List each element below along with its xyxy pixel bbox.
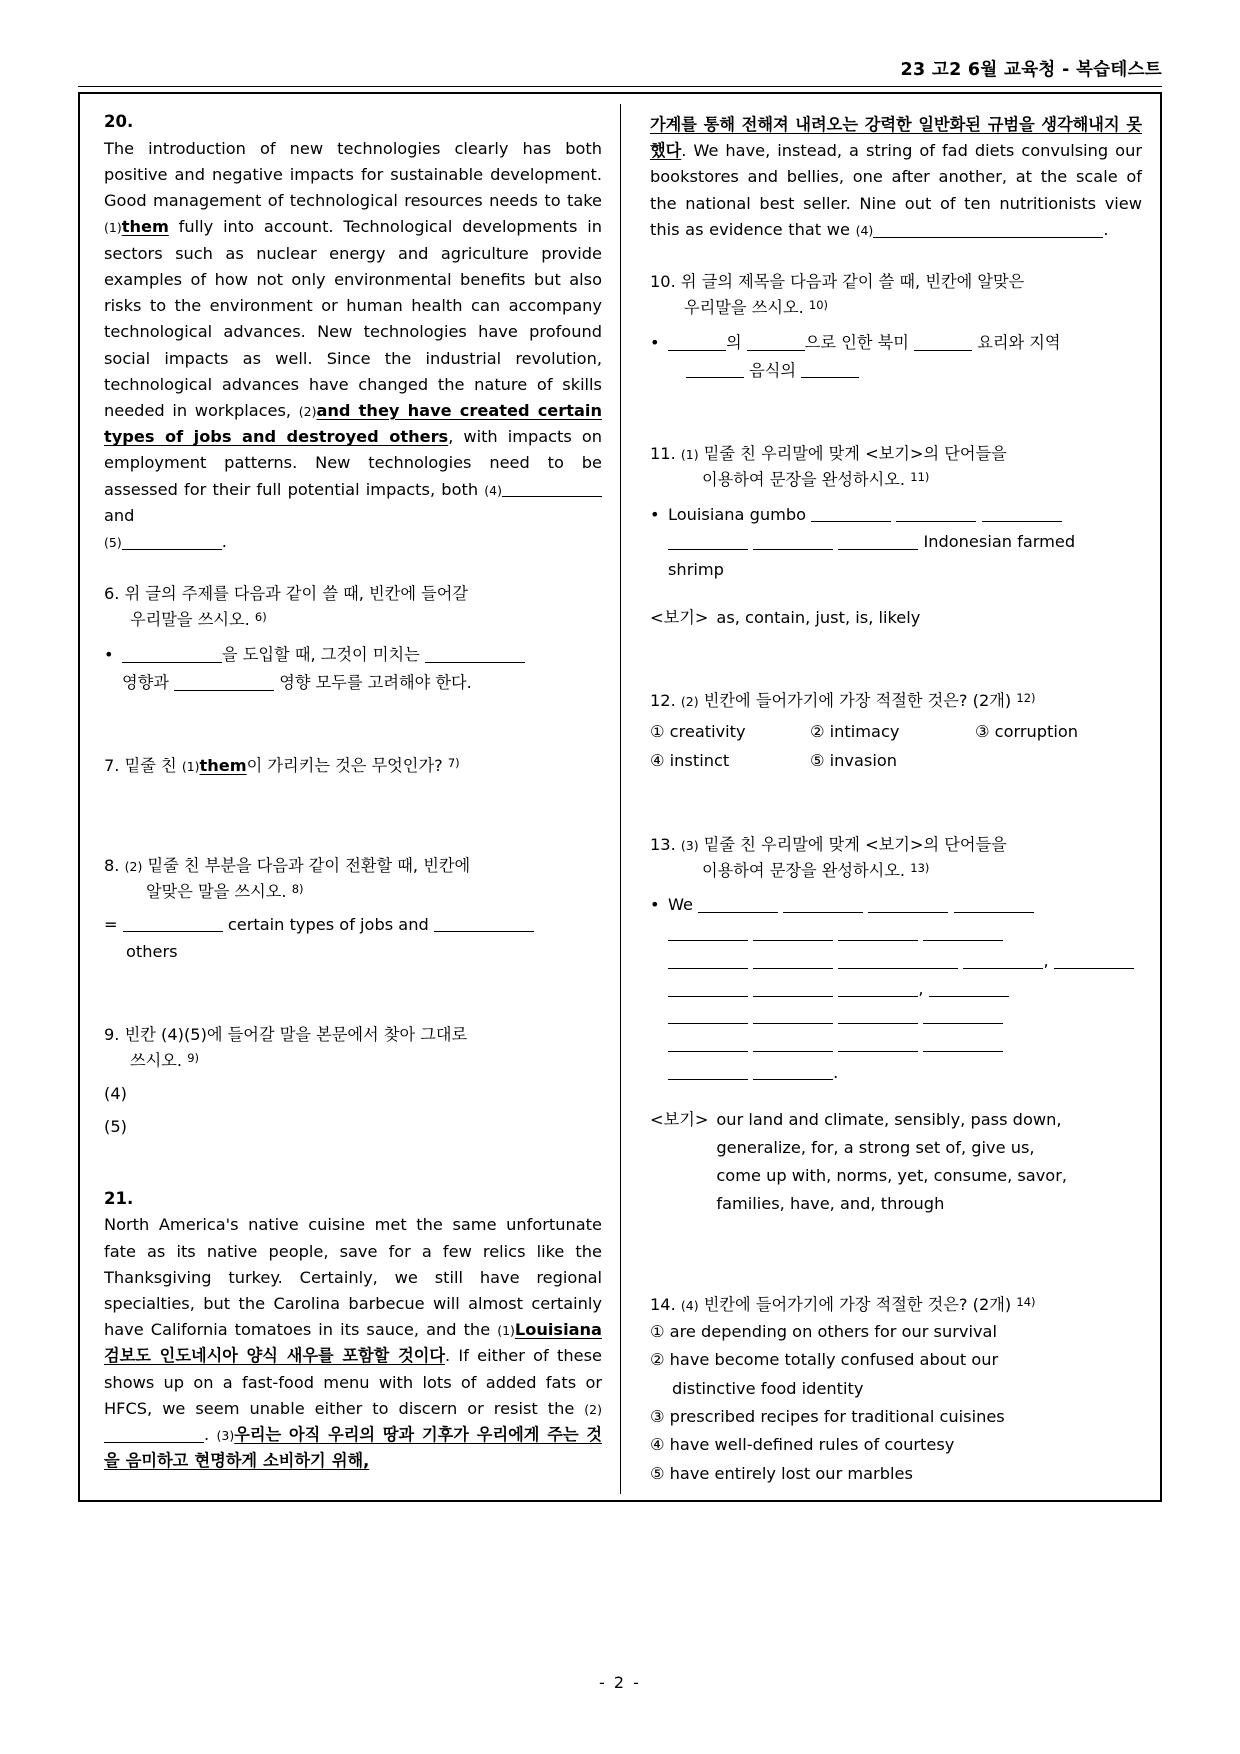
question-13-blank-11[interactable]	[838, 952, 958, 969]
question-13-bogi-box	[650, 1106, 1142, 1217]
passage-21-blank-2[interactable]	[104, 1426, 204, 1443]
question-13-blank-19[interactable]	[753, 1007, 833, 1024]
spacer-after-q10	[650, 385, 1142, 415]
passage-21-part1: North America's native cuisine met the same unfortunate fate as its native people, save for a few relics like the Thanksgiving turkey. Certainly, we still have regional specialties, but the Carolina barbecue will almost certainly have California tomatoes in its sauce, and the	[104, 1215, 602, 1340]
question-11-line2-wrap	[650, 467, 1142, 493]
option-number: ⑤	[810, 750, 825, 770]
question-14-option-1[interactable]	[650, 1318, 1142, 1346]
option-number: ④	[650, 750, 665, 770]
question-7-underline: them	[199, 755, 247, 775]
question-10-line2: 우리말을 쓰시오.	[684, 298, 804, 318]
question-13-number: 13.	[650, 834, 676, 854]
question-12-options	[650, 718, 1142, 776]
question-6-line2: 우리말을 쓰시오.	[130, 610, 250, 630]
question-8	[104, 853, 602, 966]
spacer-after-q7	[104, 779, 602, 827]
question-11-blank-5[interactable]	[753, 533, 833, 550]
option-label: intimacy	[829, 721, 900, 741]
option-label: instinct	[669, 750, 730, 770]
question-12-option-5[interactable]	[810, 747, 975, 776]
question-13-blank-15[interactable]	[753, 979, 833, 996]
option-label-line2: distinctive food identity	[672, 1378, 864, 1398]
passage-21-text	[104, 1212, 602, 1474]
question-13-blank-21[interactable]	[923, 1007, 1003, 1024]
question-14-prompt	[650, 1292, 1142, 1318]
question-10-answer-d: 음식의	[744, 360, 802, 380]
question-10-answer-bullet	[650, 329, 1142, 385]
passage-20-marker-4: (4)	[484, 482, 502, 498]
question-11-footnote: 11)	[910, 469, 930, 484]
question-14	[650, 1292, 1142, 1488]
question-13-line2-wrap	[650, 858, 1142, 884]
question-11-bogi-label: <보기>	[650, 608, 709, 628]
passage-20-part1: The introduction of new technologies clearly has both positive and negative impacts for sustainable development. Good management of technological resources needs to take	[104, 138, 602, 211]
question-10-answer-b: 으로 인한 북미	[804, 333, 915, 353]
question-6-answer-c: 영향 모두를 고려해야 한다.	[274, 673, 472, 693]
question-8-answer	[104, 911, 602, 966]
question-7-footnote: 7)	[447, 755, 460, 770]
question-6-number: 6.	[104, 584, 120, 604]
question-13-blank-3[interactable]	[868, 896, 948, 913]
question-9-line2: 쓰시오.	[130, 1050, 183, 1070]
passage-21-underline-1: Louisiana 검보도 인도네시아 양식 새우를 포함할 것이다	[104, 1320, 602, 1366]
question-7-text-b: 이 가리키는 것은 무엇인가?	[246, 755, 443, 775]
question-14-number: 14.	[650, 1294, 676, 1314]
question-12-prompt	[650, 688, 1142, 714]
passage-21-marker-1: (1)	[497, 1322, 515, 1338]
question-10-blank-5[interactable]	[801, 361, 859, 378]
passage-20-underline-2: and they have created certain types of jobs and destroyed others	[104, 400, 602, 447]
question-6-prompt	[104, 581, 602, 607]
question-13-blank-20[interactable]	[838, 1007, 918, 1024]
passage-20-blank-5[interactable]	[122, 533, 222, 550]
question-13-blank-6[interactable]	[753, 924, 833, 941]
question-7-marker: (1)	[181, 758, 200, 774]
question-12	[650, 688, 1142, 776]
question-13-line2: 이용하여 문장을 완성하시오.	[702, 860, 906, 880]
question-8-line2-wrap	[104, 879, 602, 905]
question-13-blank-4[interactable]	[954, 896, 1034, 913]
question-9	[104, 1022, 602, 1141]
passage-20-marker-1: (1)	[104, 220, 122, 236]
passage-21-part2: . If either of these shows up on a fast-food menu with lots of added fats or HFCS, we seem unable either to discern or resist the	[104, 1346, 602, 1418]
question-10-blank-2[interactable]	[747, 333, 805, 350]
passage-20-number: 20.	[104, 112, 134, 131]
question-13-blank-2[interactable]	[783, 896, 863, 913]
spacer-after-q8	[104, 966, 602, 996]
question-11-bogi-box	[650, 604, 1142, 632]
question-11-blank-2[interactable]	[896, 505, 976, 522]
question-13-bogi-line3: come up with, norms, yet, consume, savor,	[716, 1166, 1068, 1186]
question-9-footnote: 9)	[187, 1050, 200, 1065]
question-13-blank-24[interactable]	[838, 1035, 918, 1052]
spacer-before-passage-21	[104, 1141, 602, 1189]
question-14-footnote: 14)	[1016, 1294, 1036, 1309]
question-10-footnote: 10)	[808, 298, 829, 313]
spacer-after-q13	[650, 1218, 1142, 1266]
question-10-blank-4[interactable]	[686, 361, 744, 378]
question-13-bogi-words	[716, 1106, 1067, 1217]
question-11-bogi-words: as, contain, just, is, likely	[716, 608, 921, 628]
passage-21-cont-marker-4: (4)	[855, 222, 874, 238]
question-14-text: 빈칸에 들어가기에 가장 적절한 것은? (2개)	[698, 1294, 1012, 1314]
option-number: ②	[810, 721, 825, 741]
question-9-slot-4[interactable]: (4)	[104, 1083, 127, 1103]
question-11-blank-3[interactable]	[982, 505, 1062, 522]
question-13-blank-8[interactable]	[923, 924, 1003, 941]
question-7-prompt	[104, 753, 602, 779]
question-10-answer-c: 요리와 지역	[972, 333, 1061, 353]
option-label: prescribed recipes for traditional cuisines	[669, 1406, 1005, 1426]
question-11-line2: 이용하여 문장을 완성하시오.	[702, 469, 906, 489]
question-9-slot-5[interactable]: (5)	[104, 1117, 127, 1137]
two-column-body	[78, 100, 1162, 1500]
question-11-answer-prefix: Louisiana gumbo	[668, 504, 807, 524]
bullet-dot-icon: •	[650, 504, 660, 524]
question-8-number: 8.	[104, 855, 120, 875]
question-6-answer-bullet	[104, 641, 602, 697]
option-number: ④	[650, 1435, 665, 1455]
question-8-answer-mid: certain types of jobs and	[222, 914, 434, 934]
question-8-blank-1[interactable]	[123, 915, 223, 932]
passage-21-cont-blank-4[interactable]	[873, 220, 1103, 237]
question-10-line1: 위 글의 제목을 다음과 같이 쓸 때, 빈칸에 알맞은	[680, 272, 1025, 292]
passage-21-continuation	[650, 112, 1142, 243]
spacer-after-q11	[650, 632, 1142, 662]
option-number: ①	[650, 721, 665, 741]
question-6-footnote: 6)	[254, 610, 267, 625]
question-13-bogi-line4: families, have, and, through	[716, 1194, 945, 1214]
question-13	[650, 832, 1142, 1218]
question-13-blank-22[interactable]	[668, 1035, 748, 1052]
question-10-blank-3[interactable]	[914, 333, 972, 350]
question-11-blank-6[interactable]	[838, 533, 918, 550]
passage-20-marker-2: (2)	[298, 403, 317, 419]
question-10-blank-1[interactable]	[668, 333, 726, 350]
question-6-answer-a: 을 도입할 때, 그것이 미치는	[222, 645, 425, 665]
question-11	[650, 441, 1142, 632]
bullet-dot-icon: •	[104, 645, 114, 665]
question-9-prompt	[104, 1022, 602, 1048]
question-6-answer-b: 영향과	[122, 673, 175, 693]
option-label: are depending on others for our survival	[669, 1321, 997, 1341]
option-number: ③	[650, 1406, 665, 1426]
spacer-after-q12	[650, 776, 1142, 806]
question-13-blank-18[interactable]	[668, 1007, 748, 1024]
passage-20-text	[104, 136, 602, 556]
question-13-line1: 밑줄 친 우리말에 맞게 <보기>의 단어들을	[698, 834, 1007, 854]
passage-21-marker-2: (2)	[584, 1401, 602, 1417]
question-13-blank-10[interactable]	[753, 952, 833, 969]
passage-20-part5: .	[221, 532, 227, 552]
question-13-blank-1[interactable]	[698, 896, 778, 913]
passage-21-number: 21.	[104, 1188, 134, 1208]
question-8-footnote: 8)	[291, 881, 304, 896]
question-12-option-row-1	[650, 718, 1142, 747]
question-11-answer-bullet	[650, 501, 1142, 585]
question-13-blank-16[interactable]	[838, 979, 918, 996]
question-8-answer-line2: others	[126, 942, 178, 962]
page-header-title: 23 고2 6월 교육청 - 복습테스트	[900, 60, 1162, 80]
option-label: have entirely lost our marbles	[669, 1463, 913, 1483]
option-number: ③	[975, 721, 990, 741]
question-12-text: 빈칸에 들어가기에 가장 적절한 것은? (2개)	[698, 691, 1012, 711]
option-label: have well-defined rules of courtesy	[669, 1435, 955, 1455]
question-12-option-row-2	[650, 747, 1142, 776]
question-11-number: 11.	[650, 443, 676, 463]
question-13-footnote: 13)	[910, 860, 930, 875]
question-10-line2-wrap	[650, 295, 1142, 321]
question-13-answer-prefix: We	[668, 895, 694, 915]
question-8-line1: 밑줄 친 부분을 다음과 같이 전환할 때, 빈칸에	[142, 855, 471, 875]
passage-20-part4: and	[104, 505, 135, 525]
question-13-blank-12[interactable]	[963, 952, 1043, 969]
bullet-dot-icon: •	[650, 895, 660, 915]
question-6-line2-wrap	[104, 607, 602, 633]
question-11-blank-1[interactable]	[811, 505, 891, 522]
question-9-line2-wrap	[104, 1048, 602, 1074]
question-11-answer-line3: shrimp	[668, 560, 724, 580]
question-12-option-1[interactable]	[650, 718, 810, 747]
question-13-answer-bullet: • We , , .	[650, 891, 1142, 1086]
option-label: corruption	[994, 721, 1079, 741]
question-10-number: 10.	[650, 272, 676, 292]
question-14-option-5[interactable]	[650, 1460, 1142, 1488]
question-8-prompt	[104, 853, 602, 879]
question-7	[104, 753, 602, 779]
question-13-marker: (3)	[680, 837, 699, 853]
question-13-blank-25[interactable]	[923, 1035, 1003, 1052]
question-10	[650, 269, 1142, 385]
passage-21-cont-part1: . We have, instead, a string of fad diets convulsing our bookstores and bellies, one after another, at the scale of the national best seller. Nine out of ten nutritionists view this as evidence that we	[650, 141, 1142, 239]
header-divider-rule	[78, 86, 1162, 87]
question-12-number: 12.	[650, 691, 676, 711]
passage-20-blank-4[interactable]	[502, 480, 602, 497]
question-14-option-2[interactable]	[650, 1346, 1142, 1403]
passage-21-part3: .	[204, 1425, 217, 1445]
question-9-line1: 빈칸 (4)(5)에 들어갈 말을 본문에서 찾아 그대로	[124, 1024, 468, 1044]
option-number: ②	[650, 1350, 665, 1370]
page-footer: - 2 -	[599, 1673, 641, 1692]
passage-20-underline-1: them	[121, 217, 169, 237]
passage-21-cont-part2: .	[1103, 219, 1109, 239]
question-13-bogi-line1: our land and climate, sensibly, pass down,	[716, 1110, 1062, 1130]
passage-20-marker-5: (5)	[104, 534, 122, 550]
question-13-blank-5[interactable]	[668, 924, 748, 941]
question-13-blank-26[interactable]	[668, 1063, 748, 1080]
question-14-option-3[interactable]	[650, 1403, 1142, 1431]
option-number: ⑤	[650, 1463, 665, 1483]
passage-20-part2: fully into account. Technological developments in sectors such as nuclear energy and agriculture provide examples of how not only environmental benefits but also risks to the environment or human health can accompany technological advances. New technologies have profound social impacts as well. Since the industrial revolution, technological advances have changed the nature of skills needed in workplaces,	[104, 217, 602, 420]
question-9-number: 9.	[104, 1024, 120, 1044]
question-11-blank-4[interactable]	[668, 533, 748, 550]
question-13-bogi-line2: generalize, for, a strong set of, give us,	[716, 1138, 1035, 1158]
question-10-prompt	[650, 269, 1142, 295]
passage-21-marker-3: (3)	[216, 1427, 235, 1443]
question-12-option-2[interactable]	[810, 718, 975, 747]
option-label: have become totally confused about our	[669, 1350, 999, 1370]
passage-21-cont-underline: 가계를 통해 전해져 내려오는 강력한 일반화된 규범을 생각해내지 못했다	[650, 115, 1142, 161]
question-12-footnote: 12)	[1016, 691, 1036, 705]
question-7-text-a: 밑줄 친	[124, 755, 182, 775]
question-13-bogi-label: <보기>	[650, 1110, 709, 1130]
question-14-marker: (4)	[680, 1297, 699, 1313]
question-6-blank-3[interactable]	[174, 673, 274, 690]
right-column	[620, 100, 1162, 1500]
question-8-marker: (2)	[124, 858, 143, 874]
question-13-blank-7[interactable]	[838, 924, 918, 941]
question-14-option-4[interactable]	[650, 1431, 1142, 1459]
question-12-marker: (2)	[680, 693, 699, 709]
question-11-answer-tail: Indonesian farmed	[918, 532, 1076, 552]
bullet-dot-icon: •	[650, 333, 660, 353]
question-13-prompt	[650, 832, 1142, 858]
question-7-number: 7.	[104, 755, 120, 775]
question-10-answer-a: 의	[726, 333, 747, 353]
question-8-line2: 알맞은 말을 쓰시오.	[146, 881, 287, 901]
question-12-option-3[interactable]	[975, 718, 1078, 747]
question-13-blank-14[interactable]	[668, 979, 748, 996]
question-6	[104, 581, 602, 697]
question-13-blank-27[interactable]	[753, 1063, 833, 1080]
question-11-marker: (1)	[680, 446, 699, 462]
question-6-line1: 위 글의 주제를 다음과 같이 쓸 때, 빈칸에 들어갈	[124, 584, 469, 604]
question-12-option-4[interactable]	[650, 747, 810, 776]
left-column	[78, 100, 620, 1500]
question-8-answer-prefix: =	[104, 914, 118, 934]
passage-20-part3: , with impacts on employment patterns. New technologies need to be assessed for their full potential impacts, both	[104, 427, 603, 499]
question-6-blank-1[interactable]	[122, 646, 222, 663]
question-6-blank-2[interactable]	[425, 646, 525, 663]
option-number: ①	[650, 1321, 665, 1341]
spacer-after-q6	[104, 697, 602, 727]
question-13-blank-23[interactable]	[753, 1035, 833, 1052]
question-13-blank-9[interactable]	[668, 952, 748, 969]
question-13-blank-17[interactable]	[929, 979, 1009, 996]
question-8-blank-2[interactable]	[434, 915, 534, 932]
option-label: invasion	[829, 750, 898, 770]
question-11-line1: 밑줄 친 우리말에 맞게 <보기>의 단어들을	[698, 443, 1007, 463]
question-13-blank-13[interactable]	[1054, 952, 1134, 969]
option-label: creativity	[669, 721, 746, 741]
passage-21-underline-3: 우리는 아직 우리의 땅과 기후가 우리에게 주는 것을 음미하고 현명하게 소비하기 위해,	[104, 1425, 602, 1471]
question-11-prompt	[650, 441, 1142, 467]
